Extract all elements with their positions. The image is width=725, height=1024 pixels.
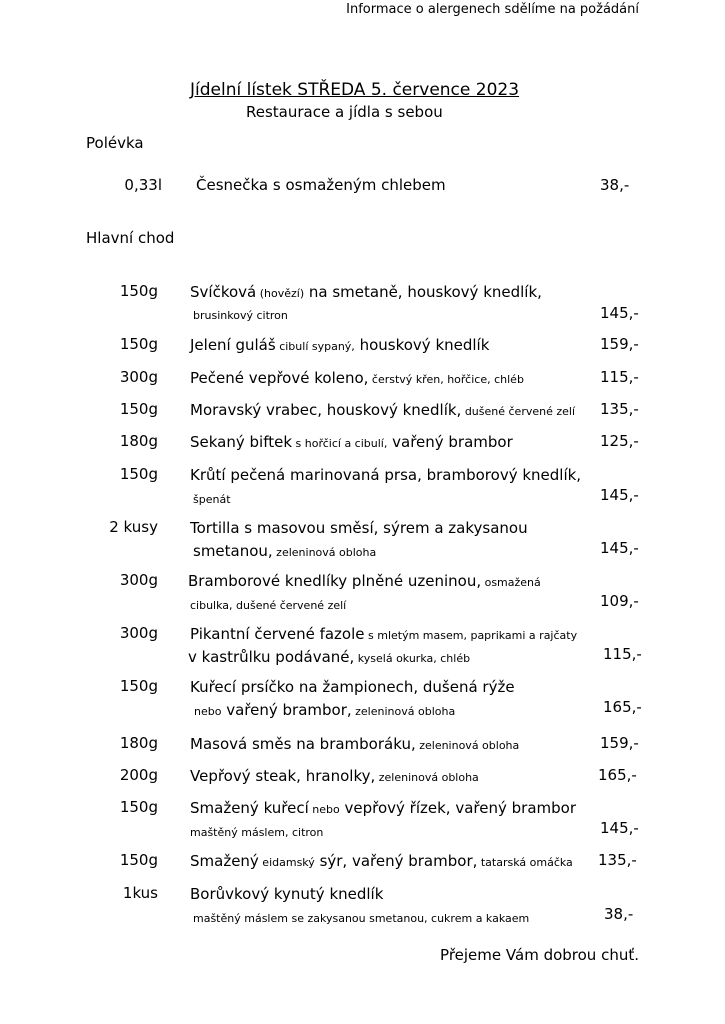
dish-text: vařený brambor <box>387 433 513 451</box>
dish-price: 115,- <box>603 645 642 663</box>
dish-text: brusinkový citron <box>193 309 288 322</box>
dish-text: zeleninová obloha <box>272 546 377 559</box>
dish-price: 135,- <box>600 400 639 418</box>
dish-text: Tortilla s masovou směsí, sýrem a zakysanou <box>190 519 528 537</box>
dish-text: čerstvý křen, hořčice, chléb <box>368 373 524 386</box>
soup-price: 38,- <box>600 176 630 194</box>
dish-line-2 <box>193 541 376 560</box>
soup-name: Česnečka s osmaženým chlebem <box>196 176 446 194</box>
dish-text: kyselá okurka, chléb <box>354 652 471 665</box>
dish-text: zeleninová obloha <box>415 739 520 752</box>
dish-line-2 <box>193 907 529 926</box>
dish-price: 109,- <box>600 592 639 610</box>
dish-line-2 <box>190 594 346 613</box>
dish-price: 145,- <box>600 539 639 557</box>
dish-qty: 150g <box>119 400 158 418</box>
dish-text: Pečené vepřové koleno, <box>190 369 369 387</box>
section-soup-heading: Polévka <box>86 134 144 152</box>
dish-text: maštěný máslem se zakysanou smetanou, cukrem a kakaem <box>193 912 530 925</box>
dish-qty: 150g <box>119 465 158 483</box>
dish-line-1 <box>190 518 528 537</box>
menu-subtitle: Restaurace a jídla s sebou <box>246 103 443 121</box>
dish-qty: 180g <box>119 734 158 752</box>
dish-text: osmažená <box>481 576 541 589</box>
dish-text: dušené červené zelí <box>461 405 576 418</box>
dish-text: maštěný máslem, citron <box>190 826 324 839</box>
dish-line-1 <box>190 335 489 354</box>
dish-text: Borůvkový kynutý knedlík <box>190 885 384 903</box>
dish-text: Krůtí pečená marinovaná prsa, bramborový knedlík, <box>190 466 582 484</box>
dish-qty: 300g <box>119 368 158 386</box>
dish-line-2 <box>194 700 455 719</box>
dish-line-1 <box>190 282 542 301</box>
dish-text: Vepřový steak, hranolky, <box>190 767 376 785</box>
dish-qty: 150g <box>119 798 158 816</box>
dish-qty: 300g <box>119 624 158 642</box>
dish-line-1 <box>190 734 519 753</box>
dish-text: cibulí sypaný, <box>275 340 355 353</box>
dish-price: 125,- <box>600 432 639 450</box>
dish-price: 115,- <box>600 368 639 386</box>
dish-text: s hořčicí a cibulí, <box>292 437 388 450</box>
dish-text: špenát <box>193 493 231 506</box>
dish-line-1 <box>190 465 581 484</box>
dish-qty: 150g <box>119 851 158 869</box>
dish-text: na smetaně, houskový knedlík, <box>304 283 542 301</box>
dish-text: v kastrůlku podávané, <box>188 648 355 666</box>
dish-text: Moravský vrabec, houskový knedlík, <box>190 401 462 419</box>
dish-line-1 <box>190 851 573 870</box>
dish-qty: 150g <box>119 677 158 695</box>
dish-text: zeleninová obloha <box>351 705 456 718</box>
dish-qty: 1kus <box>122 884 158 902</box>
menu-title: Jídelní lístek STŘEDA 5. července 2023 <box>190 80 520 100</box>
dish-price: 159,- <box>600 335 639 353</box>
dish-line-2 <box>190 821 323 840</box>
dish-line-1 <box>190 368 524 387</box>
dish-price: 145,- <box>600 486 639 504</box>
dish-text: Masová směs na bramboráku, <box>190 735 416 753</box>
dish-line-1 <box>190 624 577 643</box>
dish-text: (hovězí) <box>256 287 305 300</box>
dish-text: Sekaný biftek <box>190 433 293 451</box>
dish-line-2 <box>193 488 231 507</box>
dish-qty: 300g <box>119 571 158 589</box>
dish-text: nebo <box>194 705 222 718</box>
dish-text: Jelení guláš <box>190 336 276 354</box>
dish-line-1 <box>190 884 383 903</box>
dish-price: 165,- <box>603 698 642 716</box>
dish-price: 135,- <box>598 851 637 869</box>
dish-qty: 2 kusy <box>109 518 158 536</box>
dish-line-1 <box>190 798 576 817</box>
dish-line-1 <box>190 677 515 696</box>
dish-price: 145,- <box>600 304 639 322</box>
section-main-heading: Hlavní chod <box>86 229 175 247</box>
dish-text: houskový knedlík <box>354 336 490 354</box>
dish-qty: 150g <box>119 335 158 353</box>
dish-text: smetanou, <box>193 542 273 560</box>
dish-text: Bramborové knedlíky plněné uzeninou, <box>188 572 482 590</box>
dish-line-1 <box>188 571 541 590</box>
dish-price: 145,- <box>600 819 639 837</box>
dish-price: 38,- <box>604 905 634 923</box>
dish-text: vepřový řízek, vařený brambor <box>339 799 576 817</box>
dish-text: s mletým masem, paprikami a rajčaty <box>364 629 578 642</box>
dish-line-1 <box>190 766 479 785</box>
dish-text: cibulka, dušené červené zelí <box>190 599 347 612</box>
dish-qty: 150g <box>119 282 158 300</box>
dish-text: Smažený <box>190 852 259 870</box>
dish-text: tatarská omáčka <box>477 856 573 869</box>
dish-qty: 200g <box>119 766 158 784</box>
dish-text: sýr, vařený brambor, <box>314 852 478 870</box>
dish-text: Smažený kuřecí <box>190 799 309 817</box>
dish-line-2 <box>193 304 288 323</box>
dish-text: zeleninová obloha <box>375 771 479 784</box>
dish-text: Pikantní červené fazole <box>190 625 365 643</box>
dish-text: eidamský <box>258 856 315 869</box>
dish-text: vařený brambor, <box>221 701 352 719</box>
dish-line-1 <box>190 400 575 419</box>
dish-price: 159,- <box>600 734 639 752</box>
dish-text: Kuřecí prsíčko na žampionech, dušená rýže <box>190 678 515 696</box>
dish-text: nebo <box>308 803 340 816</box>
allergen-notice: Informace o alergenech sdělíme na požádání <box>346 2 639 17</box>
dish-qty: 180g <box>119 432 158 450</box>
dish-line-1 <box>190 432 513 451</box>
soup-qty: 0,33l <box>124 176 162 194</box>
dish-text: Svíčková <box>190 283 257 301</box>
dish-line-2 <box>188 647 470 666</box>
dish-price: 165,- <box>598 766 637 784</box>
closing-message: Přejeme Vám dobrou chuť. <box>440 946 639 964</box>
